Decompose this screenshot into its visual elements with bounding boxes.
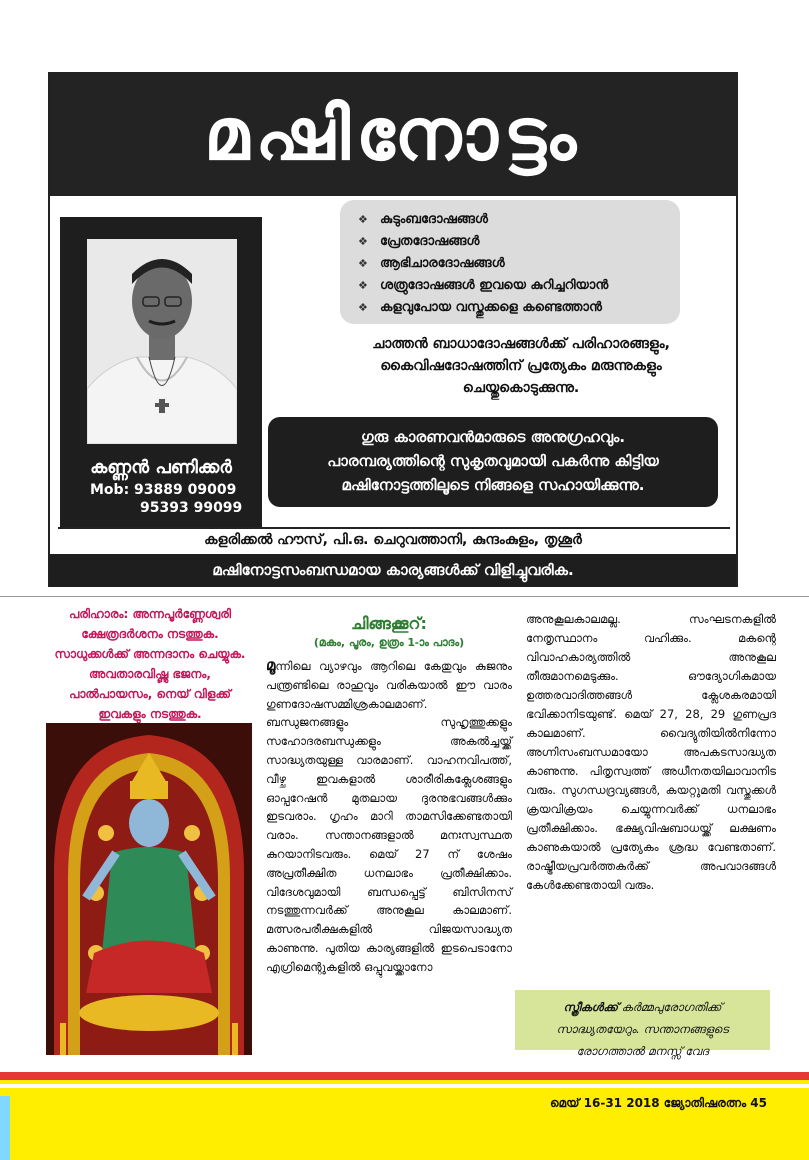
mobile-number-2[interactable]: 95393 99099 — [140, 500, 243, 516]
zodiac-title: ചിങ്ങക്കൂറ്: — [351, 614, 427, 633]
address: കളരിക്കൽ ഹൗസ്, പി.ഒ. ചെറുവത്താനി, കുന്ദംകുളം, തൃശൂർ — [204, 532, 582, 548]
service-label: ആഭിചാരദോഷങ്ങൾ — [380, 255, 505, 271]
service-item — [358, 252, 680, 274]
drop-cap: മൂ — [266, 656, 276, 674]
footer-red-band — [0, 1072, 809, 1080]
service-item — [358, 296, 680, 318]
section-divider — [0, 596, 809, 597]
diamond-bullet-icon: ❖ — [358, 278, 368, 292]
horoscope-column — [266, 614, 512, 977]
service-item — [358, 208, 680, 230]
ad-divider — [58, 527, 730, 529]
remedy-statement — [326, 333, 716, 399]
person-photo-art — [87, 239, 237, 444]
ad-title-bar — [50, 74, 736, 196]
horoscope-body: ന്നിലെ വ്യാഴവും ആറിലെ കേതുവും കുജനും പന്ത്രണ്ടിലെ രാഹുവും വരികയാൽ ഈ വാരം ഗുണദോഷസമ്മിശ്രകാലമാണ്. ബന്ധുജനങ്ങളും സുഹൃത്തുക്കളും സഹോദരബന്ധുക്കളും അകൽച്ചയ്ക്ക് സാദ്ധ്യതയുള്ള വാരമാണ്. വാഹനവിപത്ത്, വീഴ്ച ഇവകളാൽ ശാരീരികക്ലേശങ്ങളും ഓപ്പറേഷൻ മുതലായ ദുരനുഭവങ്ങൾക്കും ഇടവരാം. ഗൃഹം മാറി താമസിക്കേണ്ടതായി വരാം. സന്താനങ്ങളാൽ മനഃസ്വസ്ഥത കുറയാനിടവരും. മെയ് 27 ന് ശേഷം അപ്രതീക്ഷിത ധനലാഭം പ്രതീക്ഷിക്കാം. വിദേശവുമായി ബന്ധപ്പെട്ട് ബിസിനസ് നടത്തുന്നവർക്ക് അനുകൂല കാലമാണ്. മത്സരപരീക്ഷകളിൽ വിജയസാദ്ധ്യത കാണുന്നു. പുതിയ കാര്യങ്ങളിൽ ഇടപെടാനോ എഗ്രിമെന്റുകളിൽ ഒപ്പുവയ്ക്കാനോ — [266, 659, 512, 974]
highlight-text: കർമ്മപുരോഗതിക്ക് സാദ്ധ്യതയേറും. സന്താനങ്ങളുടെ രോഗത്താൽ മനസ്സ് വേദ — [556, 1000, 729, 1058]
highlight-lead: സ്ത്രീകൾക്ക് — [563, 1000, 618, 1014]
horoscope-continued: അനുകൂലകാലമല്ല. സംഘടനകളിൽ നേതൃസ്ഥാനം വഹിക്കും. മകന്റെ വിവാഹകാര്യത്തിൽ അനുകൂല തീരുമാനമെടുക്കും. ഔദ്യോഗികമായ ഉത്തരവാദിത്തങ്ങൾ ക്ലേശകരമായി ഭവിക്കാനിടയുണ്ട്. മെയ് 27, 28, 29 ഗുണപ്രദ കാലമാണ്. വൈദ്യുതിയിൽനിന്നോ അഗ്നിസംബന്ധമായോ അപകടസാദ്ധ്യത കാണുന്നു. പിതൃസ്വത്ത് അധീനതയിലാവാനിട വരും. സുഗന്ധദ്രവ്യങ്ങൾ, കയറ്റുമതി വസ്തുക്കൾ ക്രയവിക്രയം ചെയ്യുന്നവർക്ക് ധനലാഭം പ്രതീക്ഷിക്കാം. ഭക്ഷ്യവിഷബാധയ്ക്ക് ലക്ഷണം കാണുകയാൽ പ്രത്യേകം ശ്രദ്ധ വേണ്ടതാണ്. രാഷ്ട്രീയപ്രവർത്തകർക്ക് അപവാദങ്ങൾ കേൾക്കേണ്ടതായി വരും. — [526, 612, 776, 892]
guru-message-box — [268, 417, 718, 507]
service-label: ശത്രുദോഷങ്ങൾ ഇവയെ കുറിച്ചറിയാൻ — [380, 277, 609, 293]
call-to-action-bar: മഷിനോട്ടസംബന്ധമായ കാര്യങ്ങൾക്ക് വിളിച്ചുവരിക. — [50, 554, 736, 587]
remedy-line: ചാത്തൻ ബാധാദോഷങ്ങൾക്ക് പരിഹാരങ്ങളും, — [372, 336, 670, 352]
diamond-bullet-icon: ❖ — [358, 234, 368, 248]
service-item — [358, 274, 680, 296]
footer-white-stripe — [0, 1084, 809, 1088]
diamond-bullet-icon: ❖ — [358, 300, 368, 314]
footer-yellow-band — [0, 1080, 809, 1160]
guru-line: ഗുരു കാരണവൻമാരുടെ അനുഗ്രഹവും. — [360, 428, 626, 446]
deity-image-art — [46, 723, 252, 1055]
mobile-number-1[interactable]: Mob: 93889 09009 — [90, 482, 237, 498]
remedy-line: കൈവിഷദോഷത്തിന് പ്രത്യേകം മരുന്നുകളും — [380, 358, 662, 374]
service-label: കുടുംബദോഷങ്ങൾ — [380, 211, 488, 227]
remedy-note: പരിഹാരം: അന്നപൂർണ്ണേശ്വരി ക്ഷേത്രദർശനം നടത്തുക. സാധുക്കൾക്ക് അന്നദാനം ചെയ്യുക. അവതാരവിഷ്ണു ഭജനം, പാൽപായസം, നെയ് വിളക്ക് ഇവകളും നടത്തുക. — [54, 607, 246, 721]
services-list — [340, 200, 680, 324]
advertisement — [48, 72, 738, 587]
deity-image — [46, 723, 252, 1055]
person-name: കണ്ണൻ പണിക്കർ — [90, 457, 232, 478]
ad-title: മഷിനോട്ടം — [203, 92, 583, 176]
photo-panel — [60, 217, 262, 527]
women-highlight-box — [515, 990, 770, 1058]
horoscope-text — [266, 656, 512, 977]
footer-edge — [0, 1096, 10, 1160]
person-photo — [87, 239, 237, 444]
remedy-line: ചെയ്തുകൊടുക്കുന്നു. — [462, 380, 580, 396]
page-footer: മെയ് 16-31 2018 ജ്യോതിഷരത്നം 45 — [550, 1096, 767, 1110]
guru-line: മഷിനോട്ടത്തിലൂടെ നിങ്ങളെ സഹായിക്കുന്നു. — [341, 476, 645, 494]
service-item — [358, 230, 680, 252]
diamond-bullet-icon: ❖ — [358, 256, 368, 270]
diamond-bullet-icon: ❖ — [358, 212, 368, 226]
guru-line: പാരമ്പര്യത്തിന്റെ സുകൃതവുമായി പകർന്നു കിട്ടിയ — [327, 452, 659, 470]
service-label: പ്രേതദോഷങ്ങൾ — [380, 233, 480, 249]
zodiac-subtitle: (മകം, പൂരം, ഉത്രം 1-ാം പാദം) — [313, 636, 465, 649]
service-label: കളവുപോയ വസ്തുക്കളെ കണ്ടെത്താൻ — [380, 299, 602, 315]
